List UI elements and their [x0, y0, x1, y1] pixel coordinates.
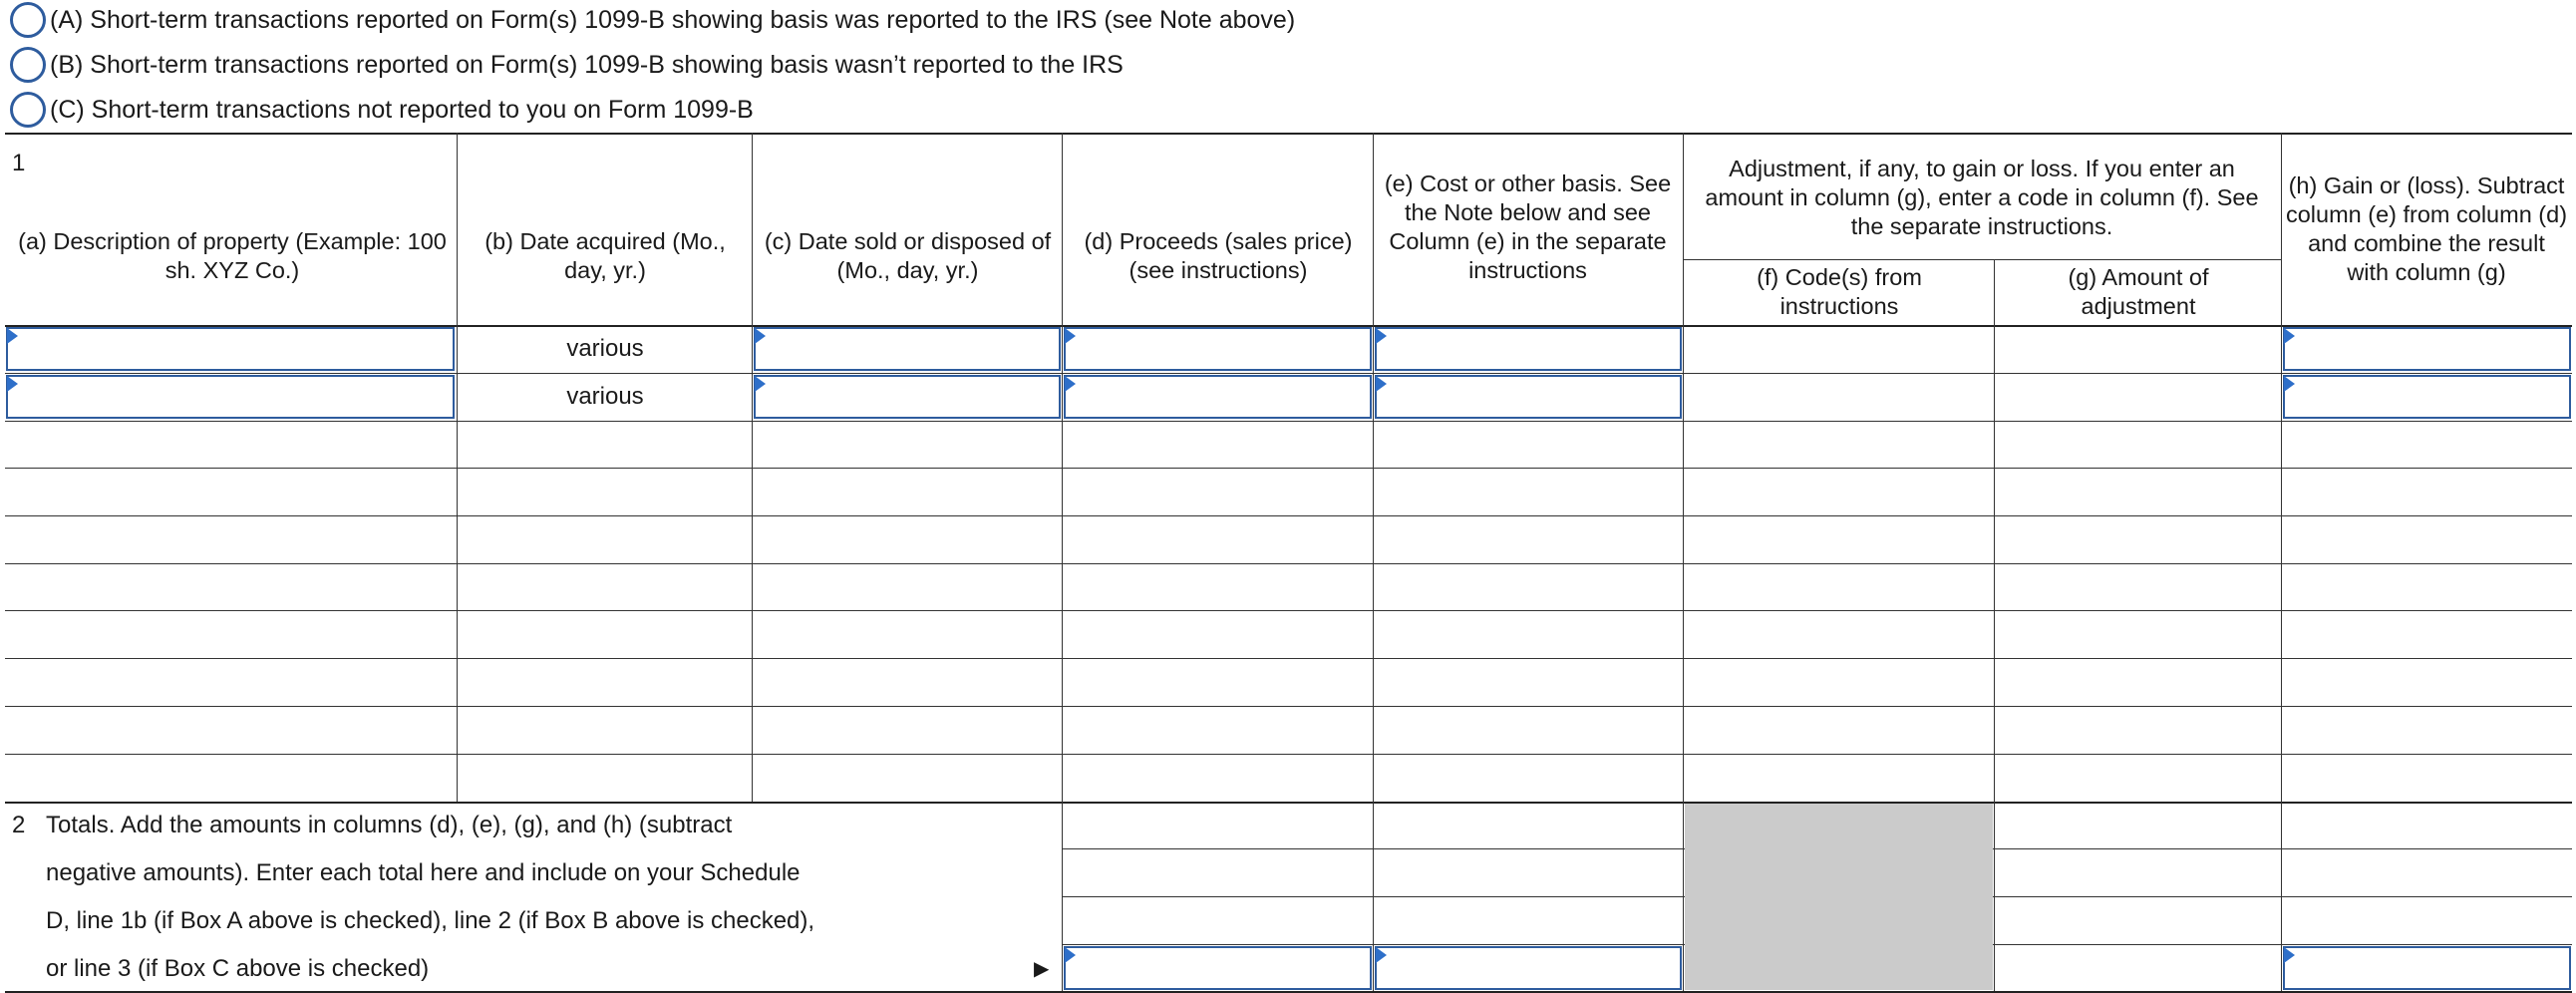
row2-proceeds-input[interactable] — [1064, 375, 1372, 419]
row1-cost-basis-input[interactable] — [1375, 327, 1682, 371]
row1-date-acquired: various — [566, 335, 644, 362]
row-divider — [5, 515, 2572, 516]
col-divider-bc — [752, 133, 753, 802]
col-divider-ef — [1683, 133, 1684, 991]
row-divider — [5, 754, 2572, 755]
totals-col-f-shaded — [1685, 804, 1993, 990]
header-col-c: (c) Date sold or disposed of (Mo., day, yr.) — [764, 228, 1052, 283]
row1-proceeds-input[interactable] — [1064, 327, 1372, 371]
checkbox-label-a: (A) Short-term transactions reported on Form(s) 1099-B showing basis was reported to the IRS (see Note above) — [50, 5, 1296, 34]
col-divider-fg — [1994, 259, 1995, 991]
row-divider — [5, 706, 2572, 707]
header-col-g: (g) Amount of adjustment — [2068, 264, 2209, 319]
totals-text-line-3: D, line 1b (if Box A above is checked), line 2 (if Box B above is checked), — [46, 907, 815, 934]
radio-box-b[interactable] — [10, 47, 46, 83]
totals-arrow-icon: ▶ — [1034, 958, 1050, 980]
col-divider-cd — [1062, 133, 1063, 991]
table-top-border — [5, 133, 2572, 135]
checkbox-label-c: (C) Short-term transactions not reported to you on Form 1099-B — [50, 95, 754, 124]
header-col-a: (a) Description of property (Example: 100 sh. XYZ Co.) — [18, 228, 447, 283]
totals-gain-loss-input[interactable] — [2283, 946, 2571, 990]
row2-date-acquired: various — [566, 383, 644, 410]
adjustment-divider — [1683, 259, 2281, 260]
checkbox-label-b: (B) Short-term transactions reported on Form(s) 1099-B showing basis wasn’t reported to the IRS — [50, 50, 1124, 79]
totals-text-line-1: Totals. Add the amounts in columns (d), (e), (g), and (h) (subtract — [46, 812, 733, 838]
col-divider-gh — [2281, 133, 2282, 991]
row-divider — [5, 421, 2572, 422]
radio-box-c[interactable] — [10, 92, 46, 128]
header-col-b: (b) Date acquired (Mo., day, yr.) — [484, 228, 726, 283]
row2-description-input[interactable] — [6, 375, 455, 419]
row-divider — [5, 610, 2572, 611]
totals-proceeds-input[interactable] — [1064, 946, 1372, 990]
row2-date-sold-input[interactable] — [754, 375, 1061, 419]
col-divider-de — [1373, 133, 1374, 991]
row1-description-input[interactable] — [6, 327, 455, 371]
row-divider — [5, 563, 2572, 564]
header-col-e: (e) Cost or other basis. See the Note below and see Column (e) in the separate instructions — [1384, 169, 1672, 283]
row-divider — [5, 658, 2572, 659]
checkbox-row-b — [10, 45, 1124, 85]
row1-gain-loss-input[interactable] — [2283, 327, 2571, 371]
line-number-1: 1 — [12, 150, 26, 176]
line-number-2: 2 — [12, 812, 26, 838]
radio-box-a[interactable] — [10, 2, 46, 38]
totals-cost-basis-input[interactable] — [1375, 946, 1682, 990]
row-divider — [5, 373, 2572, 374]
checkbox-row-c — [10, 90, 754, 130]
row1-date-sold-input[interactable] — [754, 327, 1061, 371]
col-divider-ab — [457, 133, 458, 802]
row2-cost-basis-input[interactable] — [1375, 375, 1682, 419]
header-adjustment: Adjustment, if any, to gain or loss. If you enter an amount in column (g), enter a code in column (f). See the separate instructions. — [1705, 155, 2259, 239]
checkbox-row-a — [10, 0, 1295, 40]
row2-gain-loss-input[interactable] — [2283, 375, 2571, 419]
header-col-h: (h) Gain or (loss). Subtract column (e) from column (d) and combine the result with column (g) — [2285, 172, 2568, 285]
rows-bottom-border — [5, 802, 2572, 804]
row-divider — [5, 468, 2572, 469]
header-col-d: (d) Proceeds (sales price) (see instructions) — [1084, 228, 1353, 283]
header-col-f: (f) Code(s) from instructions — [1757, 264, 1922, 319]
totals-text-line-2: negative amounts). Enter each total here and include on your Schedule — [46, 859, 801, 886]
totals-text-line-4: or line 3 (if Box C above is checked) — [46, 955, 430, 982]
